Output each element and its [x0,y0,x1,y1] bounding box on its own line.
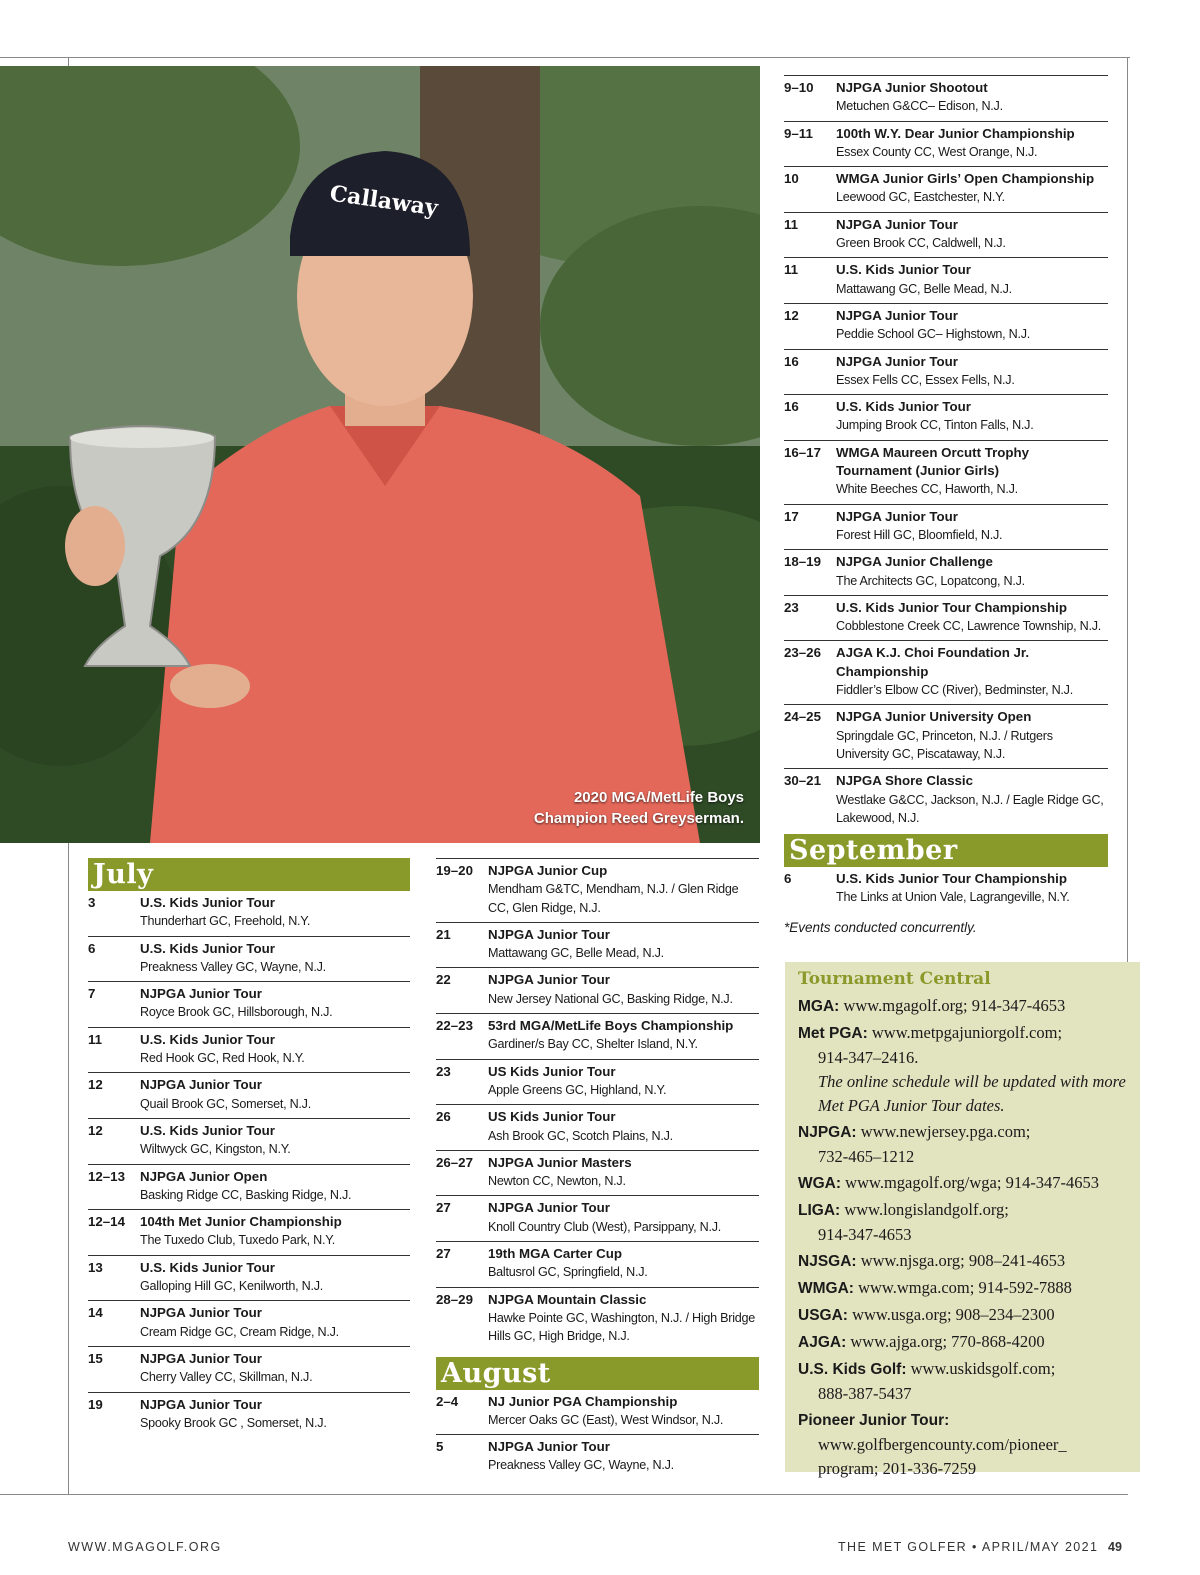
contact-label: U.S. Kids Golf: [798,1361,907,1378]
event-row [784,504,1108,550]
july-continued-list [436,858,759,1351]
event-row [784,440,1108,504]
event-name: U.S. Kids Junior Tour [836,399,971,415]
event-details [488,971,733,1008]
event-row [784,595,1108,641]
event-date: 16 [784,399,799,415]
contact-line: 914-347-4653 [818,1225,912,1244]
event-row [436,1434,759,1480]
event-row [88,1209,410,1255]
event-details [488,1108,673,1145]
contact-link[interactable]: www.usga.org; 908–234–2300 [852,1305,1055,1324]
contact-link[interactable]: www.metpgajuniorgolf.com; [871,1023,1063,1042]
event-details [140,1304,339,1341]
event-name: U.S. Kids Junior Tour [140,1122,275,1138]
event-row [88,1118,410,1164]
event-name: NJPGA Junior University Open [836,709,1032,725]
event-name: NJPGA Junior Tour [488,926,610,942]
event-details [488,1245,648,1282]
event-date: 11 [784,262,799,278]
contact-label: Met PGA: [798,1025,868,1042]
event-row [88,1072,410,1118]
july-event-list [88,891,410,1437]
event-details [488,1291,759,1346]
event-row [88,1346,410,1392]
event-date: 9–10 [784,80,814,95]
event-name: U.S. Kids Junior Tour Championship [836,599,1067,615]
event-date: 26–27 [436,1154,473,1170]
event-details [836,553,1025,590]
tournament-central-title: Tournament Central [798,969,991,989]
event-row [784,394,1108,440]
event-date: 22–23 [436,1018,473,1034]
tournament-central-list [798,994,1128,1481]
event-row [436,1150,759,1196]
event-date: 23 [784,599,799,615]
event-row [784,212,1108,258]
event-location: The Architects GC, Lopatcong, N.J. [836,573,1025,588]
contact-item [798,1171,1128,1196]
event-date: 12 [784,307,799,323]
event-date: 14 [88,1305,103,1321]
contact-item [798,1249,1128,1274]
event-location: Cobblestone Creek CC, Lawrence Township, N.J. [836,619,1102,634]
event-location: Gardiner/s Bay CC, Shelter Island, N.Y. [488,1037,698,1052]
event-date: 12–13 [88,1168,125,1184]
event-location: Metuchen G&CC– Edison, N.J. [836,99,1003,114]
august-continued-list [784,75,1108,832]
event-date: 27 [436,1246,451,1262]
event-name: NJPGA Junior Cup [488,863,608,878]
july-august-column [436,858,759,1480]
event-location: The Tuxedo Club, Tuxedo Park, N.Y. [140,1233,335,1248]
event-row [784,121,1108,167]
event-name: NJPGA Junior Tour [488,1439,610,1455]
event-name: NJPGA Junior Tour [836,216,958,232]
event-location: Leewood GC, Eastchester, N.Y. [836,190,1005,205]
event-name: U.S. Kids Junior Tour [140,1031,275,1047]
contact-line: program; 201-336-7259 [818,1459,977,1478]
event-location: Springdale GC, Princeton, N.J. / Rutgers University GC, Piscataway, N.J. [836,728,1053,761]
event-details [836,708,1108,763]
event-location: Knoll Country Club (West), Parsippany, N.J. [488,1219,722,1234]
event-details [140,1168,351,1205]
tournament-central-box [785,962,1140,1478]
event-name: NJPGA Junior Open [140,1168,268,1184]
contact-link[interactable]: www.njsga.org; 908–241-4653 [860,1251,1066,1270]
event-row [436,1241,759,1287]
cap-logo: Callaway [328,180,440,222]
event-date: 12–14 [88,1214,125,1230]
event-row [436,1390,759,1435]
event-date: 30–21 [784,773,821,789]
contact-line: 888-387-5437 [818,1384,912,1403]
event-location: Ash Brook GC, Scotch Plains, N.J. [488,1128,673,1143]
event-location: Royce Brook GC, Hillsborough, N.J. [140,1005,333,1020]
event-name: NJPGA Junior Tour [140,1305,262,1321]
event-name: U.S. Kids Junior Tour [140,940,275,956]
event-location: Essex Fells CC, Essex Fells, N.J. [836,372,1015,387]
event-location: Wiltwyck GC, Kingston, N.Y. [140,1142,291,1157]
event-details [488,862,759,917]
event-location: Mendham G&TC, Mendham, N.J. / Glen Ridge CC, Glen Ridge, N.J. [488,882,739,915]
event-date: 6 [784,871,792,887]
contact-item [798,1330,1128,1355]
august-event-list [436,1390,759,1480]
event-location: Fiddler’s Elbow CC (River), Bedminster, N.J. [836,683,1073,698]
event-date: 15 [88,1350,103,1366]
event-details [140,1031,305,1068]
event-row [88,936,410,982]
event-name: U.S. Kids Junior Tour [140,1259,275,1275]
event-row [784,640,1108,704]
september-heading: September [784,834,1108,867]
event-name: NJPGA Junior Masters [488,1154,632,1170]
event-location: Green Brook CC, Caldwell, N.J. [836,236,1006,251]
event-location: Westlake G&CC, Jackson, N.J. / Eagle Ridge GC, Lakewood, N.J. [836,792,1104,825]
contact-link[interactable]: www.newjersey.pga.com; [860,1122,1031,1141]
event-name: NJ Junior PGA Championship [488,1393,678,1409]
event-name: NJPGA Junior Tour [488,972,610,988]
event-date: 5 [436,1439,444,1455]
event-row [784,867,1108,912]
event-details [836,444,1108,499]
event-details [836,353,1015,390]
event-location: Thunderhart GC, Freehold, N.Y. [140,914,311,929]
event-date: 18–19 [784,554,821,570]
event-name: NJPGA Mountain Classic [488,1291,647,1307]
event-date: 23–26 [784,645,821,661]
event-name: NJPGA Junior Tour [836,307,958,323]
event-name: NJPGA Junior Shootout [836,80,988,95]
event-date: 13 [88,1259,103,1275]
event-location: Preakness Valley GC, Wayne, N.J. [140,959,326,974]
event-name: NJPGA Junior Tour [140,1350,262,1366]
footer-publication: THE MET GOLFER • APRIL/MAY 2021 [838,1540,1099,1554]
event-date: 6 [88,940,96,956]
event-location: Essex County CC, West Orange, N.J. [836,144,1038,159]
event-row [784,166,1108,212]
event-location: Newton CC, Newton, N.J. [488,1174,626,1189]
event-details [140,894,310,931]
event-details [836,644,1108,699]
event-date: 16–17 [784,444,821,460]
event-details [836,79,1003,116]
contact-item [798,1120,1128,1169]
contact-label: WGA: [798,1175,842,1192]
event-details [836,307,1030,344]
event-row [784,768,1108,832]
event-details [140,1213,342,1250]
contact-label: MGA: [798,998,840,1015]
contact-link[interactable]: www.wmga.com; 914-592-7888 [858,1278,1072,1297]
event-location: Hawke Pointe GC, Washington, N.J. / High Bridge Hills GC, High Bridge, N.J. [488,1310,756,1344]
event-details [836,870,1070,907]
july-column [88,858,410,1437]
event-name: 53rd MGA/MetLife Boys Championship [488,1018,734,1034]
event-name: NJPGA Junior Tour [836,508,958,524]
event-row [88,891,410,936]
contact-link[interactable]: www.mgagolf.org/wga; 914-347-4653 [845,1173,1100,1192]
event-date: 27 [436,1200,451,1216]
event-date: 21 [436,926,451,942]
event-row [784,76,1108,121]
event-date: 16 [784,353,799,369]
contact-link[interactable]: www.ajga.org; 770-868-4200 [850,1332,1045,1351]
event-location: Preakness Valley GC, Wayne, N.J. [488,1458,674,1473]
contact-link[interactable]: www.longislandgolf.org; [844,1200,1009,1219]
event-row [784,704,1108,768]
event-name: US Kids Junior Tour [488,1063,616,1079]
september-event-list [784,867,1108,912]
contact-line: 914-347–2416. [818,1048,919,1067]
contact-label: NJPGA: [798,1124,857,1141]
event-name: 100th W.Y. Dear Junior Championship [836,125,1075,141]
event-name: NJPGA Junior Tour [140,1077,262,1093]
event-location: Peddie School GC– Highstown, N.J. [836,327,1031,342]
event-date: 3 [88,895,96,910]
event-location: Cherry Valley CC, Skillman, N.J. [140,1370,313,1385]
event-location: Spooky Brook GC , Somerset, N.J. [140,1415,327,1430]
footer-website: WWW.MGAGOLF.ORG [68,1540,222,1554]
event-details [836,772,1108,827]
event-row [88,981,410,1027]
event-location: Apple Greens GC, Highland, N.Y. [488,1082,667,1097]
event-row [88,1255,410,1301]
top-rule [0,57,1130,58]
event-row [436,1104,759,1150]
event-name: NJPGA Junior Tour [836,353,958,369]
event-row [88,1392,410,1438]
event-row [88,1300,410,1346]
event-location: Baltusrol GC, Springfield, N.J. [488,1265,648,1280]
event-location: White Beeches CC, Haworth, N.J. [836,482,1018,497]
event-details [488,1063,666,1100]
event-name: AJGA K.J. Choi Foundation Jr. Championship [836,645,1030,679]
event-name: NJPGA Junior Tour [140,1396,262,1412]
event-row [784,303,1108,349]
contact-label: AJGA: [798,1334,847,1351]
page-number: 49 [1108,1540,1122,1554]
event-name: U.S. Kids Junior Tour Championship [836,871,1067,887]
event-date: 19–20 [436,863,473,878]
event-location: The Links at Union Vale, Lagrangeville, N.Y. [836,890,1070,905]
event-date: 2–4 [436,1393,459,1409]
event-details [836,508,1002,545]
event-details [836,261,1012,298]
event-name: 19th MGA Carter Cup [488,1246,622,1262]
event-location: Mattawang GC, Belle Mead, N.J. [488,946,664,961]
event-row [436,922,759,968]
event-details [836,599,1101,636]
event-details [488,1017,733,1054]
event-details [140,940,326,977]
contact-item [798,994,1128,1019]
caption-line-1: 2020 MGA/MetLife Boys [573,789,744,806]
event-details [140,1396,327,1433]
event-row [436,1195,759,1241]
event-row [436,1013,759,1059]
contact-item [798,1408,1128,1481]
event-details [140,985,332,1022]
event-name: U.S. Kids Junior Tour [836,262,971,278]
caption-line-2: Champion Reed Greyserman. [533,810,744,827]
event-location: Jumping Brook CC, Tinton Falls, N.J. [836,418,1034,433]
event-date: 28–29 [436,1291,473,1307]
event-name: U.S. Kids Junior Tour [140,895,275,910]
concurrent-note: *Events conducted concurrently. [784,919,977,935]
event-location: Galloping Hill GC, Kenilworth, N.J. [140,1279,324,1294]
event-name: US Kids Junior Tour [488,1109,616,1125]
contact-label: Pioneer Junior Tour: [798,1412,950,1429]
event-date: 22 [436,972,451,988]
event-name: NJPGA Junior Challenge [836,554,993,570]
august-heading: August [436,1357,759,1390]
event-location: Basking Ridge CC, Basking Ridge, N.J. [140,1187,352,1202]
contact-label: USGA: [798,1307,848,1324]
contact-line: 732-465–1212 [818,1147,915,1166]
event-details [140,1259,323,1296]
event-row [784,549,1108,595]
contact-line[interactable]: www.golfbergencounty.com/pioneer_ [818,1435,1067,1454]
contact-item [798,1021,1128,1118]
event-row [88,1164,410,1210]
event-row [784,257,1108,303]
event-date: 24–25 [784,709,821,725]
contact-link[interactable]: www.uskidsgolf.com; [910,1359,1056,1378]
event-date: 7 [88,986,96,1002]
event-location: Red Hook GC, Red Hook, N.Y. [140,1051,305,1066]
event-details [488,1438,674,1475]
event-row [436,967,759,1013]
contact-item [798,1198,1128,1247]
event-location: Quail Brook GC, Somerset, N.J. [140,1096,311,1111]
right-rule [1127,57,1128,962]
july-heading: July [88,858,410,891]
event-location: New Jersey National GC, Basking Ridge, N.J. [488,991,733,1006]
contact-label: WMGA: [798,1280,854,1297]
event-date: 11 [784,216,799,232]
event-location: Mercer Oaks GC (East), West Windsor, N.J. [488,1412,724,1427]
contact-label: LIGA: [798,1202,841,1219]
event-date: 12 [88,1122,103,1138]
august-september-column [784,75,1108,935]
event-date: 26 [436,1109,451,1125]
event-row [436,1059,759,1105]
event-date: 23 [436,1063,451,1079]
event-date: 19 [88,1396,103,1412]
event-details [488,1199,721,1236]
event-name: 104th Met Junior Championship [140,1214,342,1230]
event-details [140,1076,311,1113]
contact-item [798,1276,1128,1301]
event-date: 12 [88,1077,103,1093]
event-details [488,926,664,963]
event-details [140,1350,312,1387]
event-name: NJPGA Shore Classic [836,773,973,789]
event-details [836,170,1094,207]
event-location: Forest Hill GC, Bloomfield, N.J. [836,527,1003,542]
event-name: WMGA Junior Girls’ Open Championship [836,171,1095,187]
contact-item [798,1357,1128,1406]
event-name: NJPGA Junior Tour [488,1200,610,1216]
event-date: 10 [784,171,799,187]
event-location: Cream Ridge GC, Cream Ridge, N.J. [140,1324,339,1339]
event-date: 9–11 [784,125,813,141]
event-date: 11 [88,1031,103,1047]
photo-illustration [0,66,760,843]
event-details [488,1393,723,1430]
contact-note: The online schedule will be updated with more Met PGA Junior Tour dates. [818,1072,1126,1115]
event-row [436,1287,759,1351]
event-name: WMGA Maureen Orcutt Trophy Tournament (Junior Girls) [836,444,1030,479]
event-details [836,398,1033,435]
bottom-rule [0,1494,1128,1495]
event-location: Mattawang GC, Belle Mead, N.J. [836,281,1012,296]
event-date: 17 [784,508,799,524]
event-details [488,1154,632,1191]
event-row [784,349,1108,395]
contact-link[interactable]: www.mgagolf.org; 914-347-4653 [843,996,1066,1015]
event-name: NJPGA Junior Tour [140,986,262,1002]
contact-item [798,1303,1128,1328]
photo-caption [534,787,744,829]
event-details [836,216,1006,253]
event-row [88,1027,410,1073]
event-row [436,859,759,922]
event-details [836,125,1075,162]
contact-label: NJSGA: [798,1253,857,1270]
event-details [140,1122,290,1159]
champion-photo [0,66,760,843]
